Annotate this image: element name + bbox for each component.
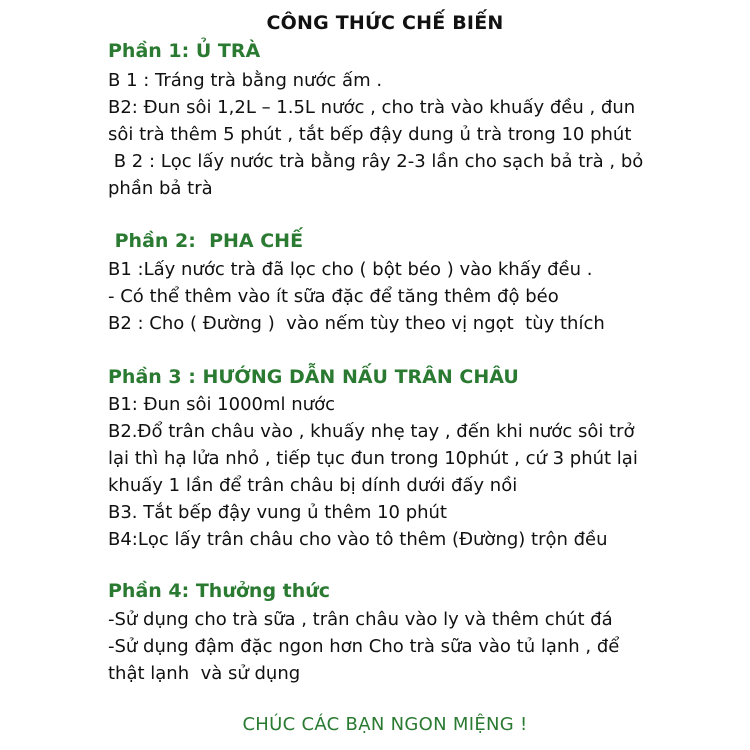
section-3-line-6: B4:Lọc lấy trân châu cho vào tô thêm (Đường) trộn đều — [108, 529, 608, 550]
section-1-heading: Phần 1: Ủ TRÀ — [108, 40, 261, 62]
section-1-line-4: B 2 : Lọc lấy nước trà bằng rây 2-3 lần cho sạch bả trà , bỏ — [108, 151, 644, 172]
section-3-line-4: khuấy 1 lần để trân châu bị dính dưới đấy nồi — [108, 475, 518, 496]
section-3-heading: Phần 3 : HƯỚNG DẪN NẤU TRÂN CHÂU — [108, 366, 519, 388]
section-3-line-5: B3. Tắt bếp đậy vung ủ thêm 10 phút — [108, 502, 447, 523]
section-2-line-1: B1 :Lấy nước trà đã lọc cho ( bột béo ) vào khấy đều . — [108, 259, 593, 280]
section-1-line-1: B 1 : Tráng trà bằng nước ấm . — [108, 70, 383, 91]
section-2-line-2: - Có thể thêm vào ít sữa đặc để tăng thêm độ béo — [108, 286, 559, 307]
page-title: CÔNG THỨC CHẾ BIẾN — [266, 12, 504, 34]
section-4-line-1: -Sử dụng cho trà sữa , trân châu vào ly và thêm chút đá — [108, 609, 613, 630]
section-4-line-3: thật lạnh và sử dụng — [108, 663, 301, 684]
section-2-line-3: B2 : Cho ( Đường ) vào nếm tùy theo vị ngọt tùy thích — [108, 313, 605, 334]
section-3-line-2: B2.Đổ trân châu vào , khuấy nhẹ tay , đến khi nước sôi trở — [108, 421, 635, 442]
section-2-heading: Phần 2: PHA CHẾ — [108, 230, 304, 252]
closing-message: CHÚC CÁC BẠN NGON MIỆNG ! — [242, 714, 528, 735]
section-3-line-3: lại thì hạ lửa nhỏ , tiếp tục đun trong 10phút , cứ 3 phút lại — [108, 448, 638, 469]
section-1-line-3: sôi trà thêm 5 phút , tắt bếp đậy dung ủ trà trong 10 phút — [108, 124, 632, 145]
section-1-line-5: phần bả trà — [108, 178, 213, 199]
section-3-line-1: B1: Đun sôi 1000ml nước — [108, 394, 335, 415]
section-1-line-2: B2: Đun sôi 1,2L – 1.5L nước , cho trà vào khuấy đều , đun — [108, 97, 636, 118]
section-4-heading: Phần 4: Thưởng thức — [108, 580, 331, 602]
section-4-line-2: -Sử dụng đậm đặc ngon hơn Cho trà sữa vào tủ lạnh , để — [108, 636, 620, 657]
